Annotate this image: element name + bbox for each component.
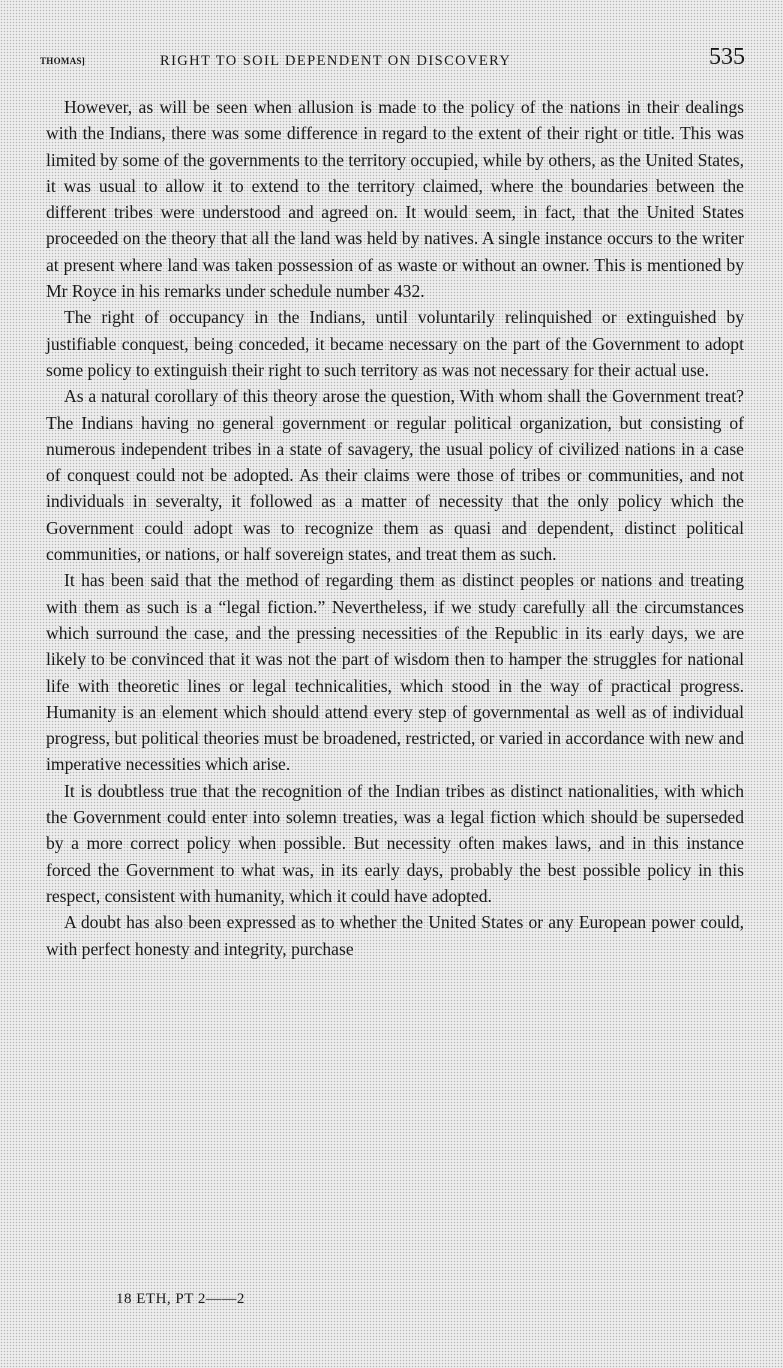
paragraph: It is doubtless true that the recognition of the Indian tribes as distinct nationalities, with which the Government could enter into solemn treaties, was a legal fiction which should be superseded by a more correct policy when possible. But necessity often makes laws, and in this instance forced the Government to what was, in its early days, probably the best possible policy in this respect, consistent with humanity, which it could have adopted.	[46, 780, 744, 906]
running-head-title: RIGHT TO SOIL DEPENDENT ON DISCOVERY	[160, 53, 512, 69]
paragraph: As a natural corollary of this theory arose the question, With whom shall the Government treat? The Indians having no general government or regular political organization, but consisting of numerous independent tribes in a state of savagery, the usual policy of civilized nations in a case of conquest could not be adopted. As their claims were those of tribes or communities, and not individuals in severalty, it followed as a matter of necessity that the only policy which the Government could adopt was to recognize them as quasi and dependent, distinct political communities, or nations, or half sovereign states, and treat them as such.	[46, 386, 744, 565]
running-head	[40, 44, 745, 76]
paragraph: However, as will be seen when allusion is made to the policy of the nations in their dealings with the Indians, there was some difference in regard to the extent of their right or title. This was limited by some of the governments to the territory occupied, while by others, as the United States, it was usual to allow it to extend to the territory claimed, where the boundaries between the different tribes were understood and agreed on. It would seem, in fact, that the United States proceeded on the theory that all the land was held by natives. A single instance occurs to the writer at present where land was taken possession of as waste or without an owner. This is mentioned by Mr Royce in his remarks under schedule number 432.	[46, 97, 744, 302]
running-head-author: THOMAS]	[40, 56, 86, 66]
paragraph: The right of occupancy in the Indians, until voluntarily relinquished or extinguished by justifiable conquest, being conceded, it became necessary on the part of the Government to adopt some policy to extinguish their right to such territory as was not necessary for their actual use.	[46, 307, 744, 380]
paragraph: A doubt has also been expressed as to whether the United States or any European power could, with perfect honesty and integrity, purchase	[46, 912, 744, 959]
paragraph: It has been said that the method of regarding them as distinct peoples or nations and treating with them as such is a “legal fiction.” Nevertheless, if we study carefully all the circumstances which surround the case, and the pressing necessities of the Republic in its early days, we are likely to be convinced that it was not the part of wisdom then to hamper the struggles for national life with theoretic lines or legal technicalities, which stood in the way of practical progress. Humanity is an element which should attend every step of governmental as well as of individual progress, but political theories must be broadened, restricted, or varied in accordance with new and imperative necessities which arise.	[46, 570, 744, 775]
page-number: 535	[709, 44, 745, 70]
signature-mark: 18 ETH, PT 2——2	[116, 1291, 245, 1307]
body-text	[46, 94, 744, 962]
